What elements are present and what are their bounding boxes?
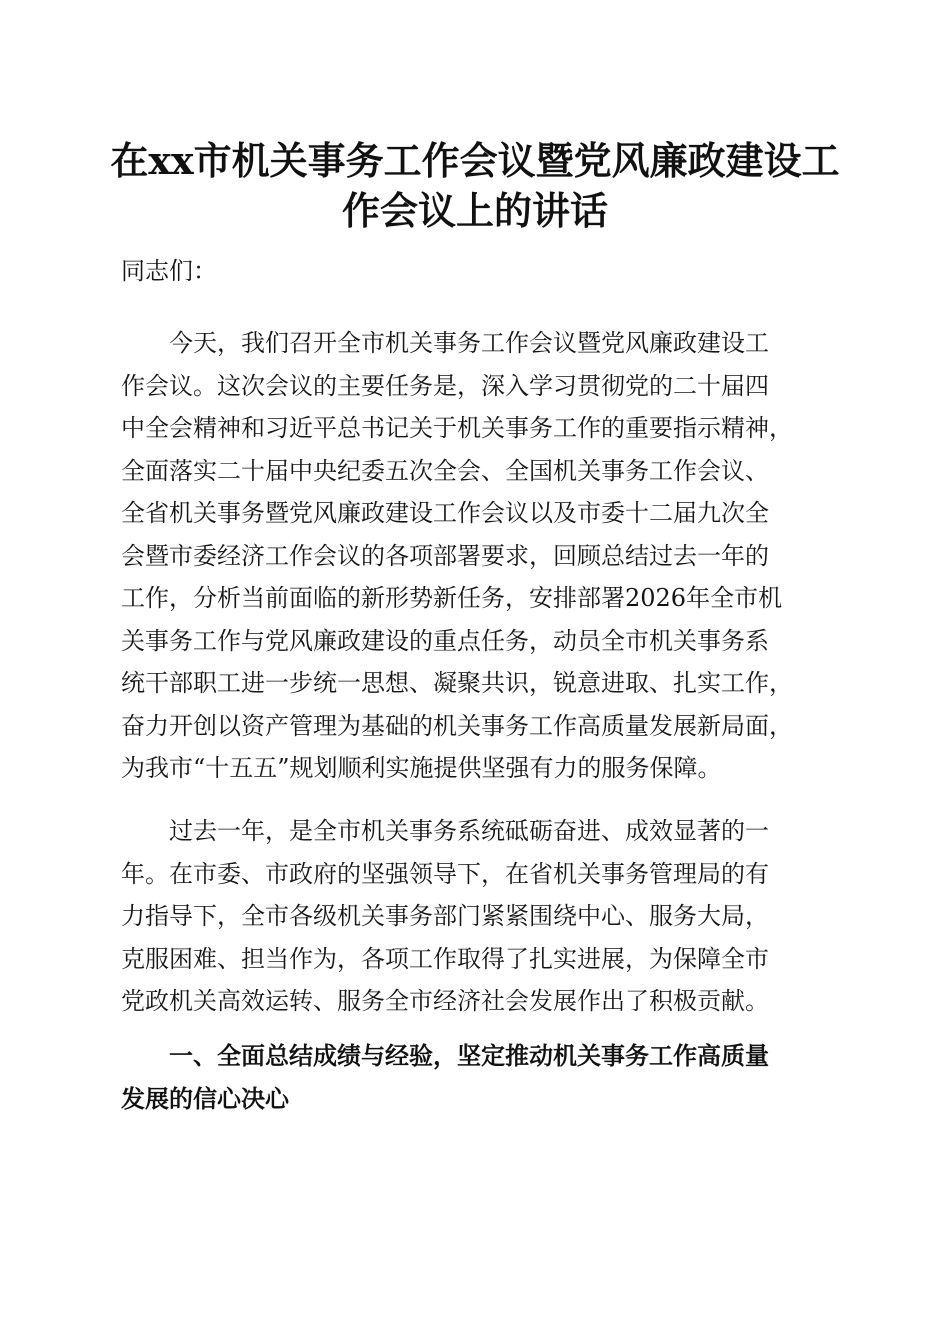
salutation	[121, 250, 831, 293]
paragraph-line: 奋力开创以资产管理为基础的机关事务工作高质量发展新局面，	[121, 711, 793, 740]
paragraph-line: 会暨市委经济工作会议的各项部署要求，回顾总结过去一年的	[121, 541, 769, 570]
paragraph-line: 中全会精神和习近平总书记关于机关事务工作的重要指示精神，	[121, 414, 793, 442]
heading-line: 一、全面总结成绩与经验，坚定推动机关事务工作高质量	[169, 1042, 769, 1070]
paragraph-line: 为我市“十五五”规划顺利实施提供坚强有力的服务保障。	[121, 754, 722, 782]
title-line: 作会议上的讲话	[341, 188, 608, 233]
paragraph-line: 过去一年，是全市机关事务系统砥砺奋进、成效显著的一	[169, 817, 769, 845]
paragraph-review	[121, 810, 831, 1023]
title-line: 在xx市机关事务工作会议暨党风廉政建设工	[110, 138, 840, 183]
paragraph-line: 力指导下，全市各级机关事务部门紧紧围绕中心、服务大局，	[121, 902, 769, 930]
paragraph-line: 党政机关高效运转、服务全市经济社会发展作出了积极贡献。	[121, 987, 769, 1015]
paragraph-line: 工作，分析当前面临的新形势新任务，安排部署2026年全市机	[121, 584, 783, 612]
salutation-text: 同志们：	[121, 257, 217, 285]
paragraph-line: 今天，我们召开全市机关事务工作会议暨党风廉政建设工	[169, 329, 769, 357]
paragraph-line: 克服困难、担当作为，各项工作取得了扎实进展，为保障全市	[121, 944, 769, 973]
paragraph-opening	[121, 322, 831, 790]
paragraph-line: 作会议。这次会议的主要任务是，深入学习贯彻党的二十届四	[121, 371, 769, 400]
paragraph-line: 统干部职工进一步统一思想、凝聚共识，锐意进取、扎实工作，	[121, 669, 793, 697]
paragraph-line: 关事务工作与党风廉政建设的重点任务，动员全市机关事务系	[121, 626, 769, 655]
document-title	[110, 136, 840, 236]
paragraph-line: 年。在市委、市政府的坚强领导下，在省机关事务管理局的有	[121, 859, 769, 888]
paragraph-line: 全面落实二十届中央纪委五次全会、全国机关事务工作会议、	[121, 456, 769, 485]
heading-line: 发展的信心决心	[121, 1085, 289, 1113]
section-heading-1	[121, 1035, 841, 1121]
paragraph-line: 全省机关事务暨党风廉政建设工作会议以及市委十二届九次全	[121, 499, 769, 527]
